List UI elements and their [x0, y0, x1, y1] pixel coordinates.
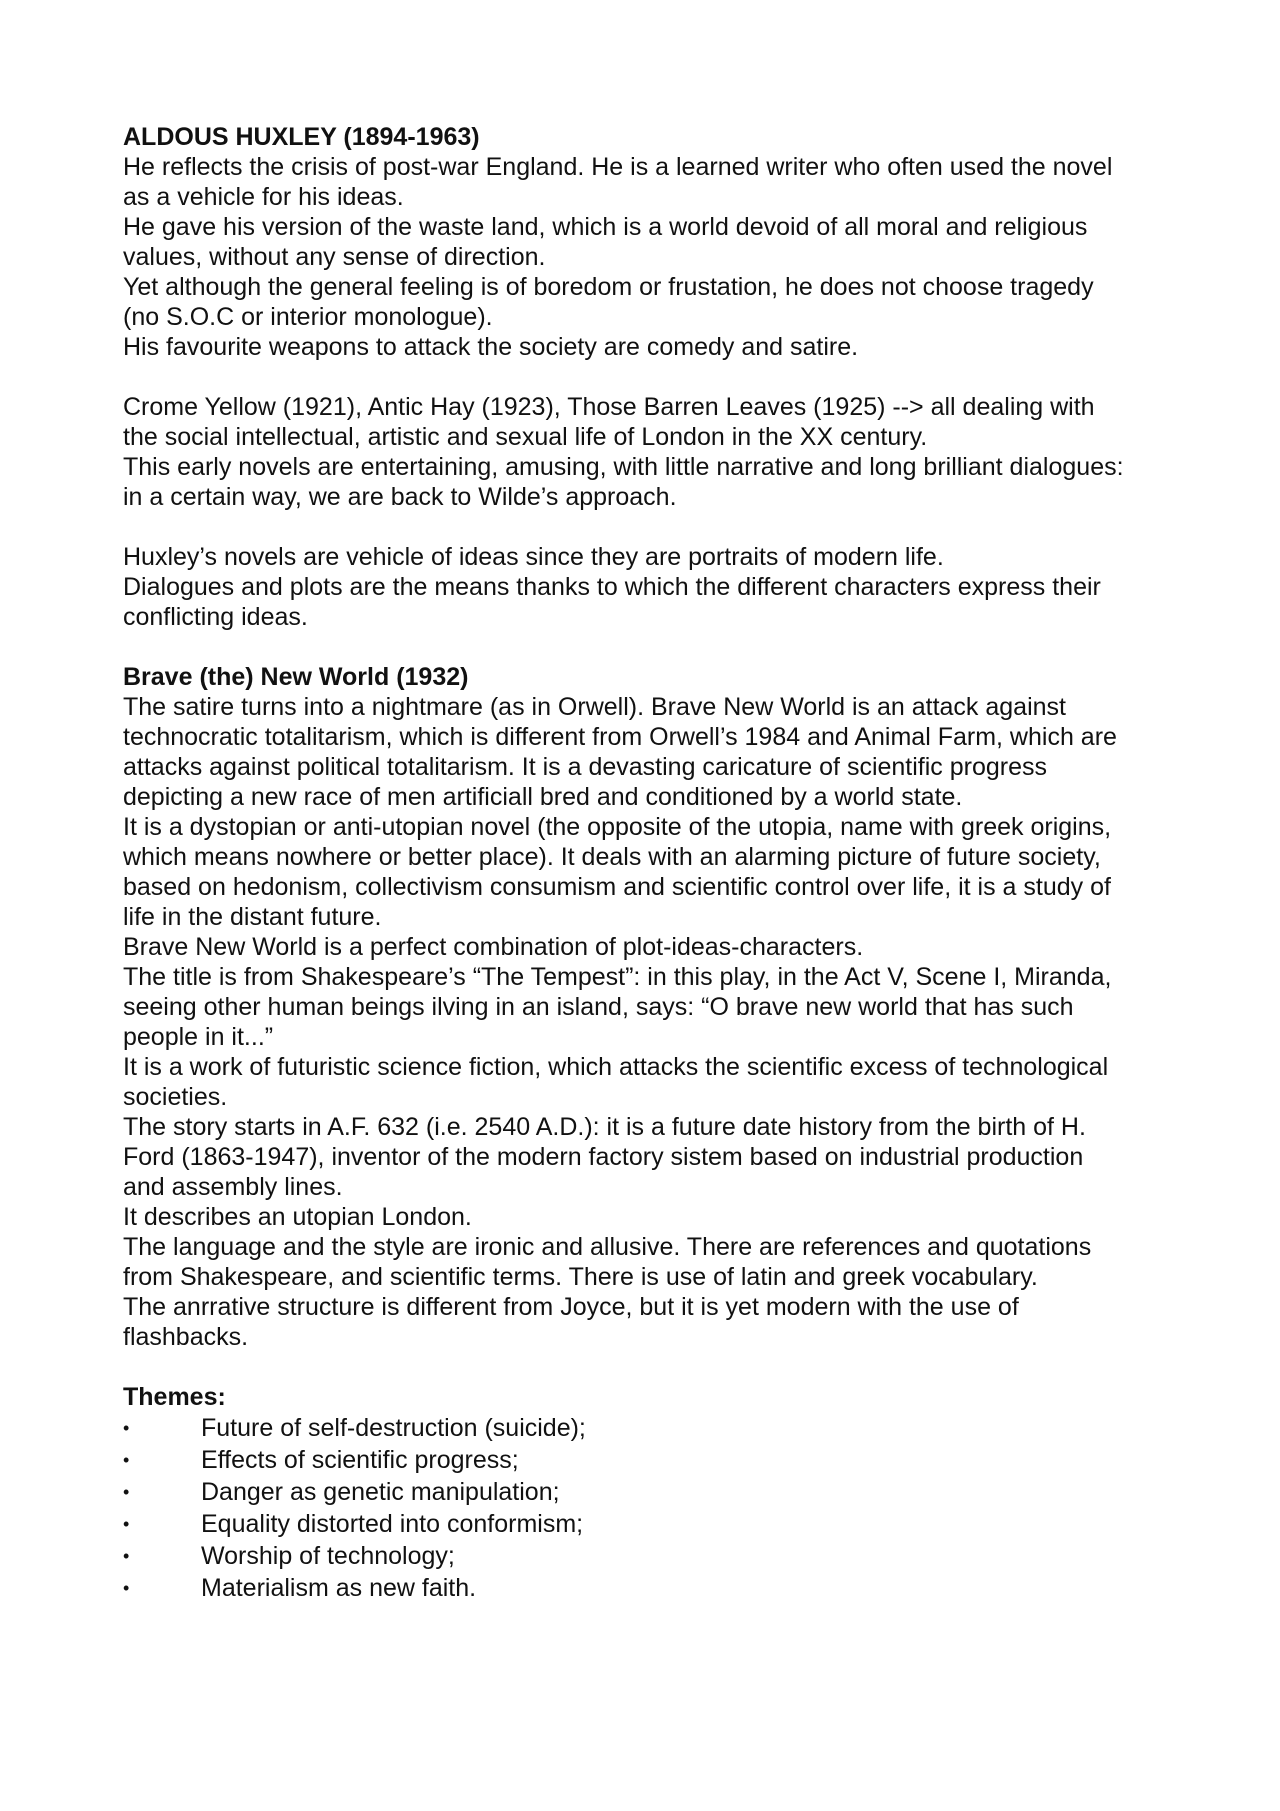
text-line: flashbacks. — [123, 1323, 249, 1351]
list-item — [123, 1572, 1183, 1604]
list-item-text: Effects of scientific progress; — [201, 1446, 519, 1474]
bullet-icon: • — [123, 1546, 130, 1566]
section-heading: ALDOUS HUXLEY (1894-1963) — [123, 123, 480, 151]
text-line: The anrrative structure is different from Joyce, but it is yet modern with the use of — [123, 1293, 1019, 1321]
bullet-icon: • — [123, 1578, 130, 1598]
text-line: Dialogues and plots are the means thanks to which the different characters express their — [123, 573, 1101, 601]
text-line: attacks against political totalitarism. It is a devasting caricature of scientific progress — [123, 753, 1048, 781]
text-line: He gave his version of the waste land, which is a world devoid of all moral and religious — [123, 213, 1088, 241]
bullet-icon: • — [123, 1514, 130, 1534]
text-line: life in the distant future. — [123, 903, 382, 931]
list-item-text: Equality distorted into conformism; — [201, 1510, 584, 1538]
text-line: people in it...” — [123, 1023, 274, 1051]
text-line: Brave New World is a perfect combination of plot-ideas-characters. — [123, 933, 864, 961]
paragraph-spacer — [123, 362, 1183, 392]
section-early-novels — [123, 392, 1183, 512]
text-line: seeing other human beings ilving in an island, says: “O brave new world that has such — [123, 993, 1074, 1021]
text-line: as a vehicle for his ideas. — [123, 183, 404, 211]
list-item-text: Future of self-destruction (suicide); — [201, 1414, 586, 1442]
text-line: (no S.O.C or interior monologue). — [123, 303, 493, 331]
text-line: Huxley’s novels are vehicle of ideas since they are portraits of modern life. — [123, 543, 944, 571]
list-item — [123, 1508, 1183, 1540]
text-line: values, without any sense of direction. — [123, 243, 546, 271]
list-item — [123, 1476, 1183, 1508]
list-item-text: Danger as genetic manipulation; — [201, 1478, 560, 1506]
list-item — [123, 1412, 1183, 1444]
text-line: conflicting ideas. — [123, 603, 308, 631]
text-line: the social intellectual, artistic and sexual life of London in the XX century. — [123, 423, 928, 451]
section-huxley-intro — [123, 122, 1183, 362]
text-line: societies. — [123, 1083, 228, 1111]
text-line: This early novels are entertaining, amusing, with little narrative and long brilliant dialogues: — [123, 453, 1124, 481]
text-line: His favourite weapons to attack the society are comedy and satire. — [123, 333, 859, 361]
paragraph-spacer — [123, 632, 1183, 662]
text-line: The satire turns into a nightmare (as in Orwell). Brave New World is an attack against — [123, 693, 1066, 721]
text-line: and assembly lines. — [123, 1173, 343, 1201]
section-novels-of-ideas — [123, 542, 1183, 632]
text-line: which means nowhere or better place). It deals with an alarming picture of future society, — [123, 843, 1101, 871]
text-line: in a certain way, we are back to Wilde’s approach. — [123, 483, 677, 511]
text-line: It is a work of futuristic science fiction, which attacks the scientific excess of technological — [123, 1053, 1109, 1081]
bullet-icon: • — [123, 1450, 130, 1470]
text-line: depicting a new race of men artificiall bred and conditioned by a world state. — [123, 783, 963, 811]
paragraph-spacer — [123, 1352, 1183, 1382]
text-line: technocratic totalitarism, which is different from Orwell’s 1984 and Animal Farm, which are — [123, 723, 1117, 751]
text-line: It describes an utopian London. — [123, 1203, 472, 1231]
text-line: Yet although the general feeling is of boredom or frustation, he does not choose tragedy — [123, 273, 1094, 301]
text-line: Crome Yellow (1921), Antic Hay (1923), Those Barren Leaves (1925) --> all dealing with — [123, 393, 1095, 421]
section-themes — [123, 1382, 1183, 1604]
bullet-icon: • — [123, 1418, 130, 1438]
text-line: He reflects the crisis of post-war England. He is a learned writer who often used the novel — [123, 153, 1113, 181]
bullet-icon: • — [123, 1482, 130, 1502]
text-line: It is a dystopian or anti-utopian novel (the opposite of the utopia, name with greek origins, — [123, 813, 1112, 841]
text-line: The story starts in A.F. 632 (i.e. 2540 A.D.): it is a future date history from the birth of H. — [123, 1113, 1086, 1141]
text-line: based on hedonism, collectivism consumism and scientific control over life, it is a study of — [123, 873, 1111, 901]
list-item-text: Worship of technology; — [201, 1542, 455, 1570]
text-line: from Shakespeare, and scientific terms. There is use of latin and greek vocabulary. — [123, 1263, 1038, 1291]
list-item-text: Materialism as new faith. — [201, 1574, 477, 1602]
paragraph-spacer — [123, 512, 1183, 542]
text-line: Ford (1863-1947), inventor of the modern factory sistem based on industrial production — [123, 1143, 1084, 1171]
section-heading: Brave (the) New World (1932) — [123, 663, 469, 691]
section-brave-new-world — [123, 662, 1183, 1352]
document-page — [123, 122, 1183, 1604]
list-item — [123, 1540, 1183, 1572]
text-line: The language and the style are ironic and allusive. There are references and quotations — [123, 1233, 1092, 1261]
list-item — [123, 1444, 1183, 1476]
text-line: The title is from Shakespeare’s “The Tempest”: in this play, in the Act V, Scene I, Miranda, — [123, 963, 1112, 991]
section-heading: Themes: — [123, 1383, 226, 1411]
